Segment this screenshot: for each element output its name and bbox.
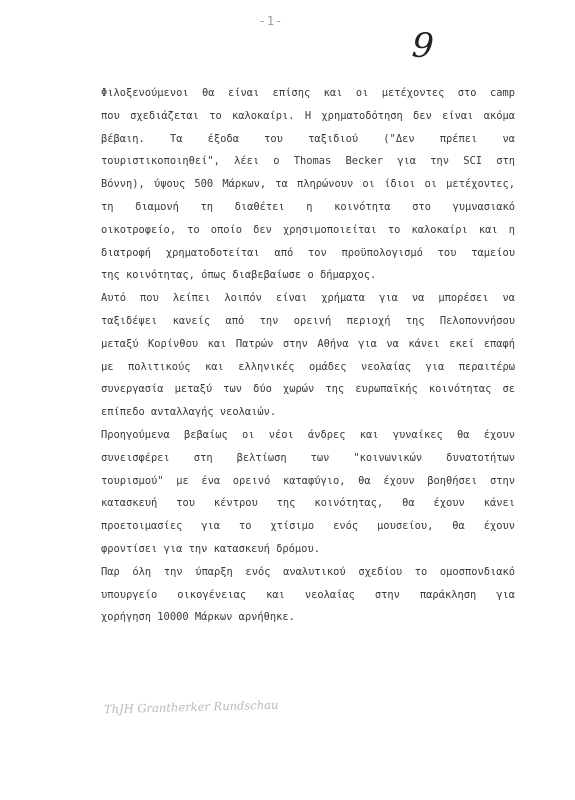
paragraph	[101, 424, 515, 561]
text-line: Φιλοξενούμενοι θα είναι επίσης και οι μετέχοντες στο camp	[101, 87, 515, 99]
text-line: τουρισμού" με ένα ορεινό καταφύγιο, θα έχουν βοηθήσει στην	[101, 474, 515, 487]
handwritten-source-signature: ThJH Grantherker Rundschau	[103, 697, 279, 717]
text-line: επίπεδο ανταλλαγής νεολαιών.	[101, 406, 277, 419]
text-line: τουριστικοποιηθεί", λέει ο Thomas Becker για την SCI στη	[101, 155, 515, 168]
paragraph	[101, 561, 515, 629]
page-number: -1-	[258, 14, 284, 28]
text-line: ταξιδέψει κανείς από την ορεινή περιοχή της Πελοποννήσου	[101, 314, 515, 327]
paragraph	[101, 287, 515, 424]
document-body	[101, 82, 515, 629]
text-line: μεταξύ Κορίνθου και Πατρών στην Αθήνα για να κάνει εκεί επαφή	[101, 337, 515, 350]
text-line: Βόννη), ύψους 500 Μάρκων, τα πληρώνουν οι ίδιοι οι μετέχοντες,	[101, 178, 515, 191]
text-line: Αυτό που λείπει λοιπόν είναι χρήματα για να μπορέσει να	[101, 292, 515, 305]
text-line: που σχεδιάζεται το καλοκαίρι. Η χρηματοδότηση δεν είναι ακόμα	[101, 109, 515, 122]
text-line: συνεργασία μεταξύ των δύο χωρών της ευρωπαϊκής κοινότητας σε	[101, 383, 515, 396]
text-line: διατροφή χρηματοδοτείται από τον προϋπολογισμό του ταμείου	[101, 246, 515, 259]
text-line: Παρ όλη την ύπαρξη ενός αναλυτικού σχεδίου το ομοσπονδιακό	[101, 565, 515, 578]
text-line: Προηγούμενα βεβαίως οι νέοι άνδρες και γυναίκες θα έχουν	[101, 428, 515, 441]
text-line: φροντίσει για την κατασκευή δρόμου.	[101, 542, 320, 555]
text-line: της κοινότητας, όπως διαβεβαίωσε ο δήμαρχος.	[101, 269, 377, 282]
text-line: χορήγηση 10000 Μάρκων αρνήθηκε.	[101, 611, 295, 624]
text-line: προετοιμασίες για το χτίσιμο ενός μουσείου, θα έχουν	[101, 520, 515, 533]
text-line: τη διαμονή τη διαθέτει η κοινότητα στο γυμνασιακό	[101, 200, 515, 213]
text-line: με πολιτικούς και ελληνικές ομάδες νεολαίας για περαιτέρω	[101, 360, 515, 373]
text-line: συνεισφέρει στη βελτίωση των "κοινωνικών δυνατοτήτων	[101, 451, 515, 464]
text-line: κατασκευή του κέντρου της κοινότητας, θα έχουν κάνει	[101, 497, 515, 510]
handwritten-page-number: 9	[410, 25, 436, 67]
text-line: οικοτροφείο, το οποίο δεν χρησιμοποιείται το καλοκαίρι και η	[101, 223, 515, 236]
paragraph	[101, 82, 515, 287]
text-line: υπουργείο οικογένειας και νεολαίας στην παράκληση για	[101, 588, 515, 601]
text-line: βέβαιη. Τα έξοδα του ταξιδιού ("Δεν πρέπει να	[101, 132, 515, 145]
